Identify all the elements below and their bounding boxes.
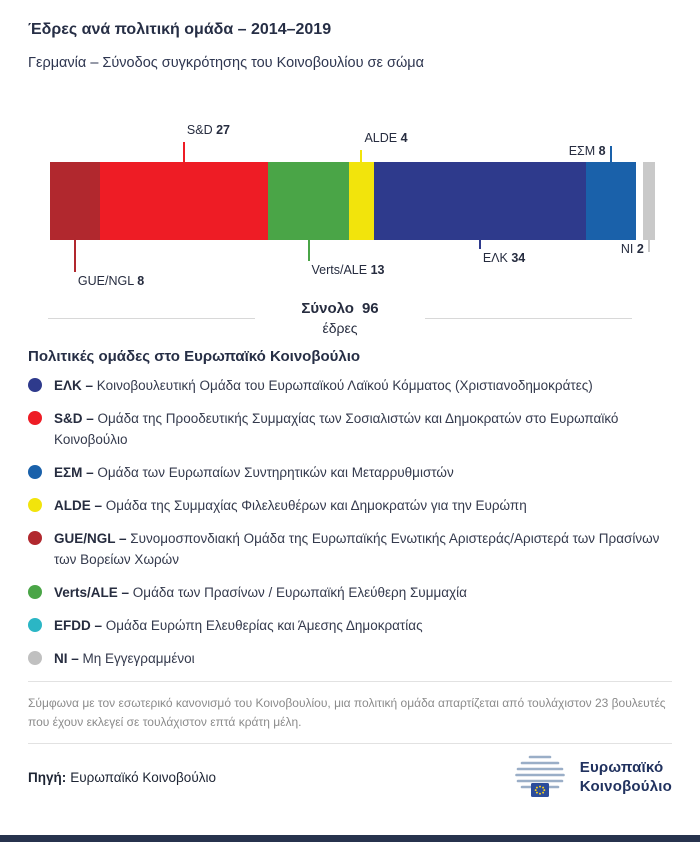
bar-segment-alde bbox=[349, 162, 374, 240]
callout-line-epp bbox=[479, 240, 481, 249]
ecr-color-dot bbox=[28, 465, 42, 479]
bar-segment-sd bbox=[100, 162, 268, 240]
verts-ale-color-dot bbox=[28, 585, 42, 599]
ep-logo-text bbox=[580, 759, 672, 797]
total-unit: έδρες bbox=[322, 320, 358, 336]
callout-line-gue-ngl bbox=[74, 240, 76, 272]
total-seats-value bbox=[301, 300, 378, 317]
ep-logo-icon bbox=[510, 752, 570, 803]
bar-segment-gue-ngl bbox=[50, 162, 100, 240]
stacked-bar-chart bbox=[50, 116, 655, 296]
legend-item-epp bbox=[28, 375, 672, 396]
bar-label-ni: NI 2 bbox=[620, 242, 644, 256]
callout-line-alde bbox=[360, 150, 362, 162]
legend-item-sd bbox=[28, 408, 672, 450]
callout-line-ecr bbox=[610, 146, 612, 162]
source bbox=[28, 770, 216, 785]
total-label: Σύνολο bbox=[301, 300, 354, 317]
source-label: Πηγή: bbox=[28, 770, 67, 785]
legend-item-ni bbox=[28, 648, 672, 669]
total-divider-left bbox=[48, 318, 255, 319]
ep-logo bbox=[510, 752, 672, 803]
bar-segment-verts-ale bbox=[268, 162, 349, 240]
total-number: 96 bbox=[361, 300, 379, 317]
legend-item-label: ΕΛΚ – Κοινοβουλευτική Ομάδα του Ευρωπαϊκού Λαϊκού Κόμματος (Χριστιανοδημοκράτες) bbox=[54, 378, 593, 393]
legend-item-label: ALDE – Ομάδα της Συμμαχίας Φιλελευθέρων και Δημοκρατών για την Ευρώπη bbox=[54, 498, 527, 513]
legend-item-ecr bbox=[28, 462, 672, 483]
callout-line-sd bbox=[183, 142, 185, 162]
footer-bar bbox=[0, 835, 700, 842]
bar-label-alde: ALDE 4 bbox=[364, 131, 408, 145]
ep-logo-line1: Ευρωπαϊκό bbox=[579, 758, 664, 776]
bar-segment-ecr bbox=[586, 162, 636, 240]
efdd-color-dot bbox=[28, 618, 42, 632]
bar-label-sd: S&D 27 bbox=[186, 123, 231, 137]
footnote: Σύμφωνα με τον εσωτερικό κανονισμό του Κοινοβουλίου, μια πολιτική ομάδα απαρτίζεται από τουλάχιστον 23 βουλευτές που έχουν εκλεγεί σε τουλάχιστον επτά κράτη μέλη. bbox=[28, 696, 666, 729]
page-subtitle: Γερμανία – Σύνοδος συγκρότησης του Κοινοβουλίου σε σώμα bbox=[28, 55, 424, 71]
total-seats bbox=[48, 300, 632, 336]
bar-label-gue-ngl: GUE/NGL 8 bbox=[77, 274, 145, 288]
divider-top bbox=[28, 681, 672, 682]
legend-item-label: NI – Μη Εγγεγραμμένοι bbox=[54, 651, 195, 666]
callout-line-verts-ale bbox=[308, 240, 310, 261]
ep-logo-line2: Κοινοβούλιο bbox=[579, 777, 672, 795]
legend-item-label: ΕΣΜ – Ομάδα των Ευρωπαίων Συντηρητικών και Μεταρρυθμιστών bbox=[54, 465, 454, 480]
legend-heading: Πολιτικές ομάδες στο Ευρωπαϊκό Κοινοβούλιο bbox=[28, 348, 361, 365]
legend-item-gue-ngl bbox=[28, 528, 672, 570]
bar-segment-ni bbox=[643, 162, 655, 240]
legend-item-label: S&D – Ομάδα της Προοδευτικής Συμμαχίας των Σοσιαλιστών και Δημοκρατών στο Ευρωπαϊκό Κοινοβούλιο bbox=[54, 411, 619, 447]
bar-label-ecr: ΕΣΜ 8 bbox=[568, 144, 606, 158]
epp-color-dot bbox=[28, 378, 42, 392]
legend-item-efdd bbox=[28, 615, 672, 636]
alde-color-dot bbox=[28, 498, 42, 512]
page-title: Έδρες ανά πολιτική ομάδα – 2014–2019 bbox=[28, 21, 332, 38]
legend-item-label: Verts/ALE – Ομάδα των Πρασίνων / Ευρωπαϊκή Ελεύθερη Συμμαχία bbox=[54, 585, 467, 600]
gue-ngl-color-dot bbox=[28, 531, 42, 545]
source-row bbox=[28, 752, 672, 803]
legend-item-label: EFDD – Ομάδα Ευρώπη Ελευθερίας και Άμεσης Δημοκρατίας bbox=[54, 618, 423, 633]
divider-bottom bbox=[28, 743, 672, 744]
legend-item-verts-ale bbox=[28, 582, 672, 603]
legend bbox=[28, 375, 672, 669]
bar-label-verts-ale: Verts/ALE 13 bbox=[311, 263, 385, 277]
ni-color-dot bbox=[28, 651, 42, 665]
total-divider-right bbox=[425, 318, 632, 319]
total-seats-text bbox=[255, 300, 424, 336]
bar-label-epp: ΕΛΚ 34 bbox=[482, 251, 526, 265]
legend-item-label: GUE/NGL – Συνομοσπονδιακή Ομάδα της Ευρωπαϊκής Ενωτικής Αριστεράς/Αριστερά των Πρασίνων των Βορείων Χωρών bbox=[54, 531, 660, 567]
sd-color-dot bbox=[28, 411, 42, 425]
bar-segment-epp bbox=[374, 162, 586, 240]
source-value: Ευρωπαϊκό Κοινοβούλιο bbox=[70, 770, 216, 785]
seats-by-political-group-page bbox=[0, 20, 700, 842]
legend-item-alde bbox=[28, 495, 672, 516]
callout-line-ni bbox=[648, 240, 650, 252]
